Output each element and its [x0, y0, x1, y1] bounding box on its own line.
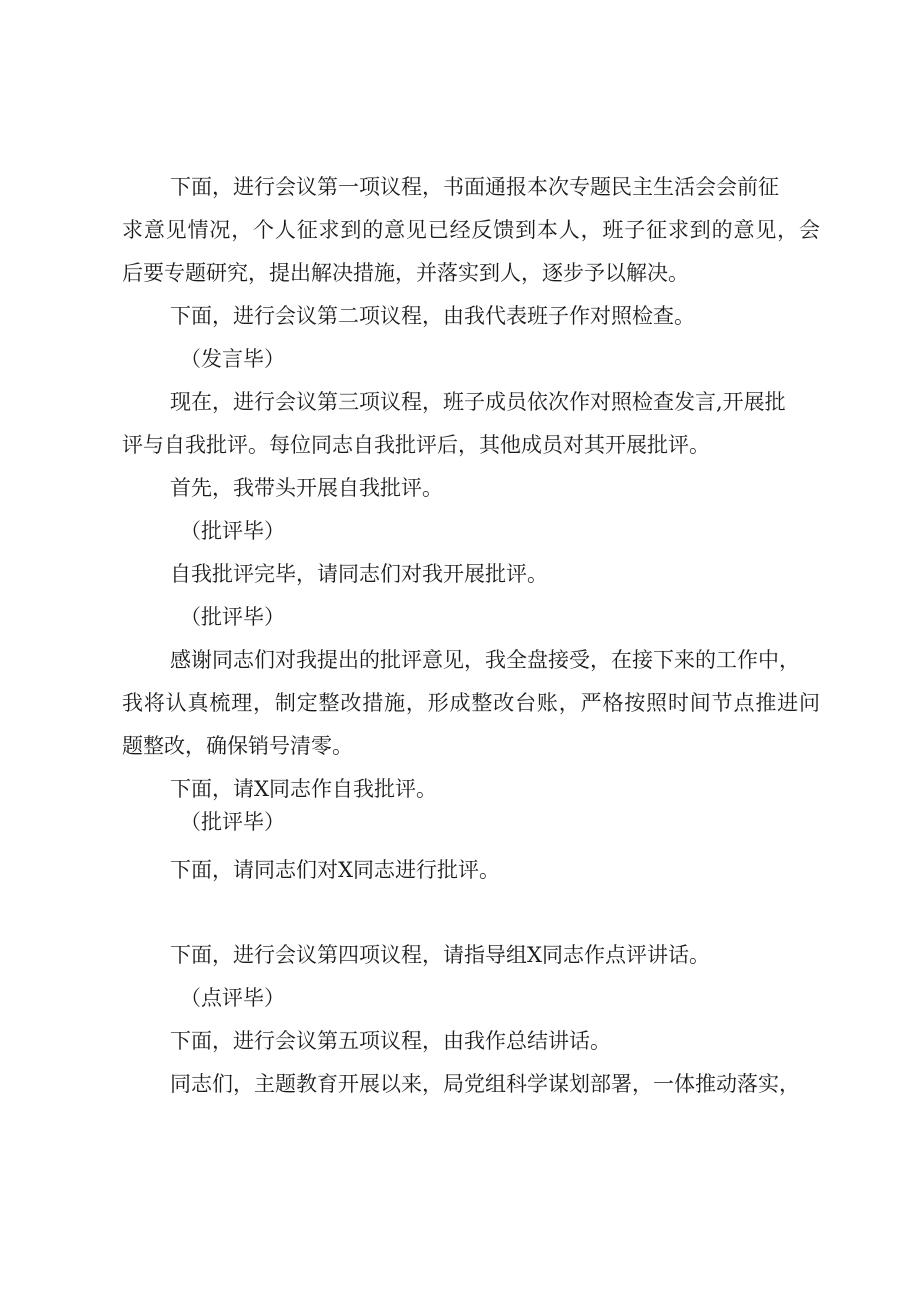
paragraph-line: 自我批评完毕，请同志们对我开展批评。: [170, 562, 548, 586]
paragraph-line: 求意见情况，个人征求到的意见已经反馈到本人，班子征求到的意见，会: [122, 218, 820, 242]
paragraph-line: 下面，进行会议第二项议程，由我代表班子作对照检查。: [170, 304, 695, 328]
paragraph-line: 后要专题研究，提出解决措施，并落实到人，逐步予以解决。: [122, 261, 689, 285]
paragraph-line: 下面，请X同志作自我批评。: [170, 777, 437, 801]
remark-line: （批评毕）: [180, 810, 285, 834]
remark-line: （发言毕）: [180, 347, 285, 371]
paragraph-line: 下面，进行会议第五项议程，由我作总结讲话。: [170, 1029, 611, 1053]
paragraph-line: 下面，请同志们对X同志进行批评。: [170, 858, 500, 882]
remark-line: （批评毕）: [180, 519, 285, 543]
remark-line: （批评毕）: [180, 605, 285, 629]
paragraph-line: 下面，进行会议第一项议程，书面通报本次专题民主生活会会前征: [170, 175, 779, 199]
paragraph-line: 下面，进行会议第四项议程，请指导组X同志作点评讲话。: [170, 943, 710, 967]
paragraph-line: 感谢同志们对我提出的批评意见，我全盘接受，在接下来的工作中，: [170, 648, 800, 672]
paragraph-line: 现在，进行会议第三项议程，班子成员依次作对照检查发言,开展批: [170, 390, 786, 414]
paragraph-line: 评与自我批评。每位同志自我批评后，其他成员对其开展批评。: [122, 433, 710, 457]
paragraph-line: 我将认真梳理，制定整改措施，形成整改台账，严格按照时间节点推进问: [122, 691, 820, 715]
paragraph-line: 题整改，确保销号清零。: [122, 734, 353, 758]
paragraph-line: 首先，我带头开展自我批评。: [170, 476, 443, 500]
remark-line: （点评毕）: [180, 986, 285, 1010]
paragraph-line: 同志们，主题教育开展以来，局党组科学谋划部署，一体推动落实，: [170, 1072, 800, 1096]
